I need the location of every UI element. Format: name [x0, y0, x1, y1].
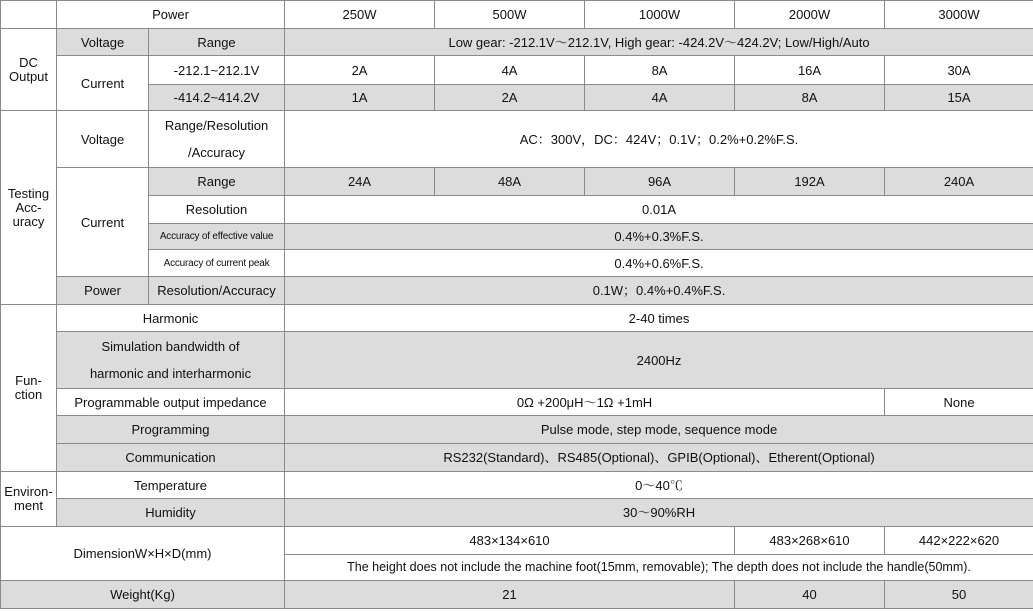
testing-resolution-row — [1, 196, 1033, 224]
dc-high-range-label: -414.2~414.2V — [149, 85, 285, 111]
function-programming-row — [1, 416, 1033, 444]
weight-label: Weight(Kg) — [1, 581, 285, 609]
dc-high-250w: 1A — [285, 85, 435, 111]
testing-current-range-row — [1, 168, 1033, 196]
dc-high-500w: 2A — [435, 85, 585, 111]
dc-high-1000w: 4A — [585, 85, 735, 111]
testing-power-sub: Resolution/Accuracy — [149, 277, 285, 305]
dc-low-1000w: 8A — [585, 56, 735, 85]
testing-current-label: Current — [57, 168, 149, 277]
testing-cat-line3: uracy — [12, 213, 45, 229]
dc-voltage-row — [1, 29, 1033, 56]
dimension-large: 442×222×620 — [885, 527, 1033, 555]
testing-cat-line2: Acc- — [15, 199, 42, 215]
testing-range-500w: 48A — [435, 168, 585, 196]
function-harmonic-value: 2-40 times — [285, 305, 1033, 332]
environment-cat-line2: ment — [14, 498, 43, 513]
model-2000w: 2000W — [735, 1, 885, 29]
dc-current-label: Current — [57, 56, 149, 111]
dimension-row — [1, 527, 1033, 555]
testing-range-label: Range — [149, 168, 285, 196]
dc-low-3000w: 30A — [885, 56, 1033, 85]
testing-resolution-value: 0.01A — [285, 196, 1033, 224]
function-cat-line1: Fun- — [15, 373, 42, 388]
dimension-note: The height does not include the machine foot(15mm, removable); The depth does not include the handle(50mm). — [285, 555, 1033, 581]
testing-effective-label: Accuracy of effective value — [149, 224, 285, 250]
testing-voltage-label: Voltage — [57, 111, 149, 168]
testing-range-3000w: 240A — [885, 168, 1033, 196]
dc-current-high-row — [1, 85, 1033, 111]
testing-accuracy-category — [1, 111, 57, 305]
weight-small: 21 — [285, 581, 735, 609]
testing-power-row — [1, 277, 1033, 305]
function-impedance-value: 0Ω +200μH～1Ω +1mH — [285, 389, 885, 416]
dc-low-2000w: 16A — [735, 56, 885, 85]
function-cat-line2: ction — [14, 387, 43, 402]
function-simulation-label — [57, 332, 285, 389]
dc-output-category — [1, 29, 57, 111]
header-row — [1, 1, 1033, 29]
testing-range-250w: 24A — [285, 168, 435, 196]
testing-power-value: 0.1W；0.4%+0.4%F.S. — [285, 277, 1033, 305]
environment-cat-line1: Environ- — [4, 484, 53, 499]
environment-temperature-value: 0～40℃ — [285, 472, 1033, 499]
testing-voltage-sub-line2: /Accuracy — [187, 145, 246, 160]
function-simulation-value: 2400Hz — [285, 332, 1033, 389]
function-communication-label: Communication — [57, 444, 285, 472]
dimension-label: DimensionW×H×D(mm) — [1, 527, 285, 581]
dc-low-range-label: -212.1~212.1V — [149, 56, 285, 85]
function-programming-value: Pulse mode, step mode, sequence mode — [285, 416, 1033, 444]
testing-resolution-label: Resolution — [149, 196, 285, 224]
testing-voltage-row — [1, 111, 1033, 168]
function-category — [1, 305, 57, 472]
testing-effective-value: 0.4%+0.3%F.S. — [285, 224, 1033, 250]
weight-medium: 40 — [735, 581, 885, 609]
testing-range-2000w: 192A — [735, 168, 885, 196]
weight-large: 50 — [885, 581, 1033, 609]
testing-cat-line1: Testing — [7, 185, 50, 201]
dc-low-500w: 4A — [435, 56, 585, 85]
testing-power-label: Power — [57, 277, 149, 305]
dimension-small: 483×134×610 — [285, 527, 735, 555]
environment-humidity-row — [1, 499, 1033, 527]
function-simulation-line2: harmonic and interharmonic — [89, 366, 252, 381]
dc-range-value: Low gear: -212.1V～212.1V, High gear: -424.2V～424.2V; Low/High/Auto — [285, 29, 1033, 56]
header-blank-cell — [1, 1, 57, 29]
function-communication-row — [1, 444, 1033, 472]
dc-high-2000w: 8A — [735, 85, 885, 111]
model-250w: 250W — [285, 1, 435, 29]
header-power-label: Power — [57, 1, 285, 29]
testing-peak-row — [1, 250, 1033, 277]
environment-humidity-label: Humidity — [57, 499, 285, 527]
testing-voltage-sub — [149, 111, 285, 168]
dc-voltage-label: Voltage — [57, 29, 149, 56]
weight-row — [1, 581, 1033, 609]
dc-range-label: Range — [149, 29, 285, 56]
environment-temperature-row — [1, 472, 1033, 499]
function-impedance-3000w: None — [885, 389, 1033, 416]
environment-category — [1, 472, 57, 527]
function-harmonic-row — [1, 305, 1033, 332]
function-communication-value: RS232(Standard)、RS485(Optional)、GPIB(Optional)、Etherent(Optional) — [285, 444, 1033, 472]
model-3000w: 3000W — [885, 1, 1033, 29]
dc-output-cat-line1: DC — [19, 54, 38, 70]
environment-humidity-value: 30～90%RH — [285, 499, 1033, 527]
dc-high-3000w: 15A — [885, 85, 1033, 111]
dc-low-250w: 2A — [285, 56, 435, 85]
function-simulation-line1: Simulation bandwidth of — [101, 339, 240, 354]
model-1000w: 1000W — [585, 1, 735, 29]
function-programming-label: Programming — [57, 416, 285, 444]
testing-voltage-value: AC：300V，DC：424V；0.1V；0.2%+0.2%F.S. — [285, 111, 1033, 168]
model-500w: 500W — [435, 1, 585, 29]
dc-current-low-row — [1, 56, 1033, 85]
testing-range-1000w: 96A — [585, 168, 735, 196]
function-impedance-row — [1, 389, 1033, 416]
function-harmonic-label: Harmonic — [57, 305, 285, 332]
dimension-medium: 483×268×610 — [735, 527, 885, 555]
testing-peak-value: 0.4%+0.6%F.S. — [285, 250, 1033, 277]
testing-voltage-sub-line1: Range/Resolution — [164, 118, 269, 133]
environment-temperature-label: Temperature — [57, 472, 285, 499]
function-simulation-row — [1, 332, 1033, 389]
function-impedance-label: Programmable output impedance — [57, 389, 285, 416]
dc-output-cat-line2: Output — [8, 68, 49, 84]
testing-peak-label: Accuracy of current peak — [149, 250, 285, 277]
testing-effective-row — [1, 224, 1033, 250]
